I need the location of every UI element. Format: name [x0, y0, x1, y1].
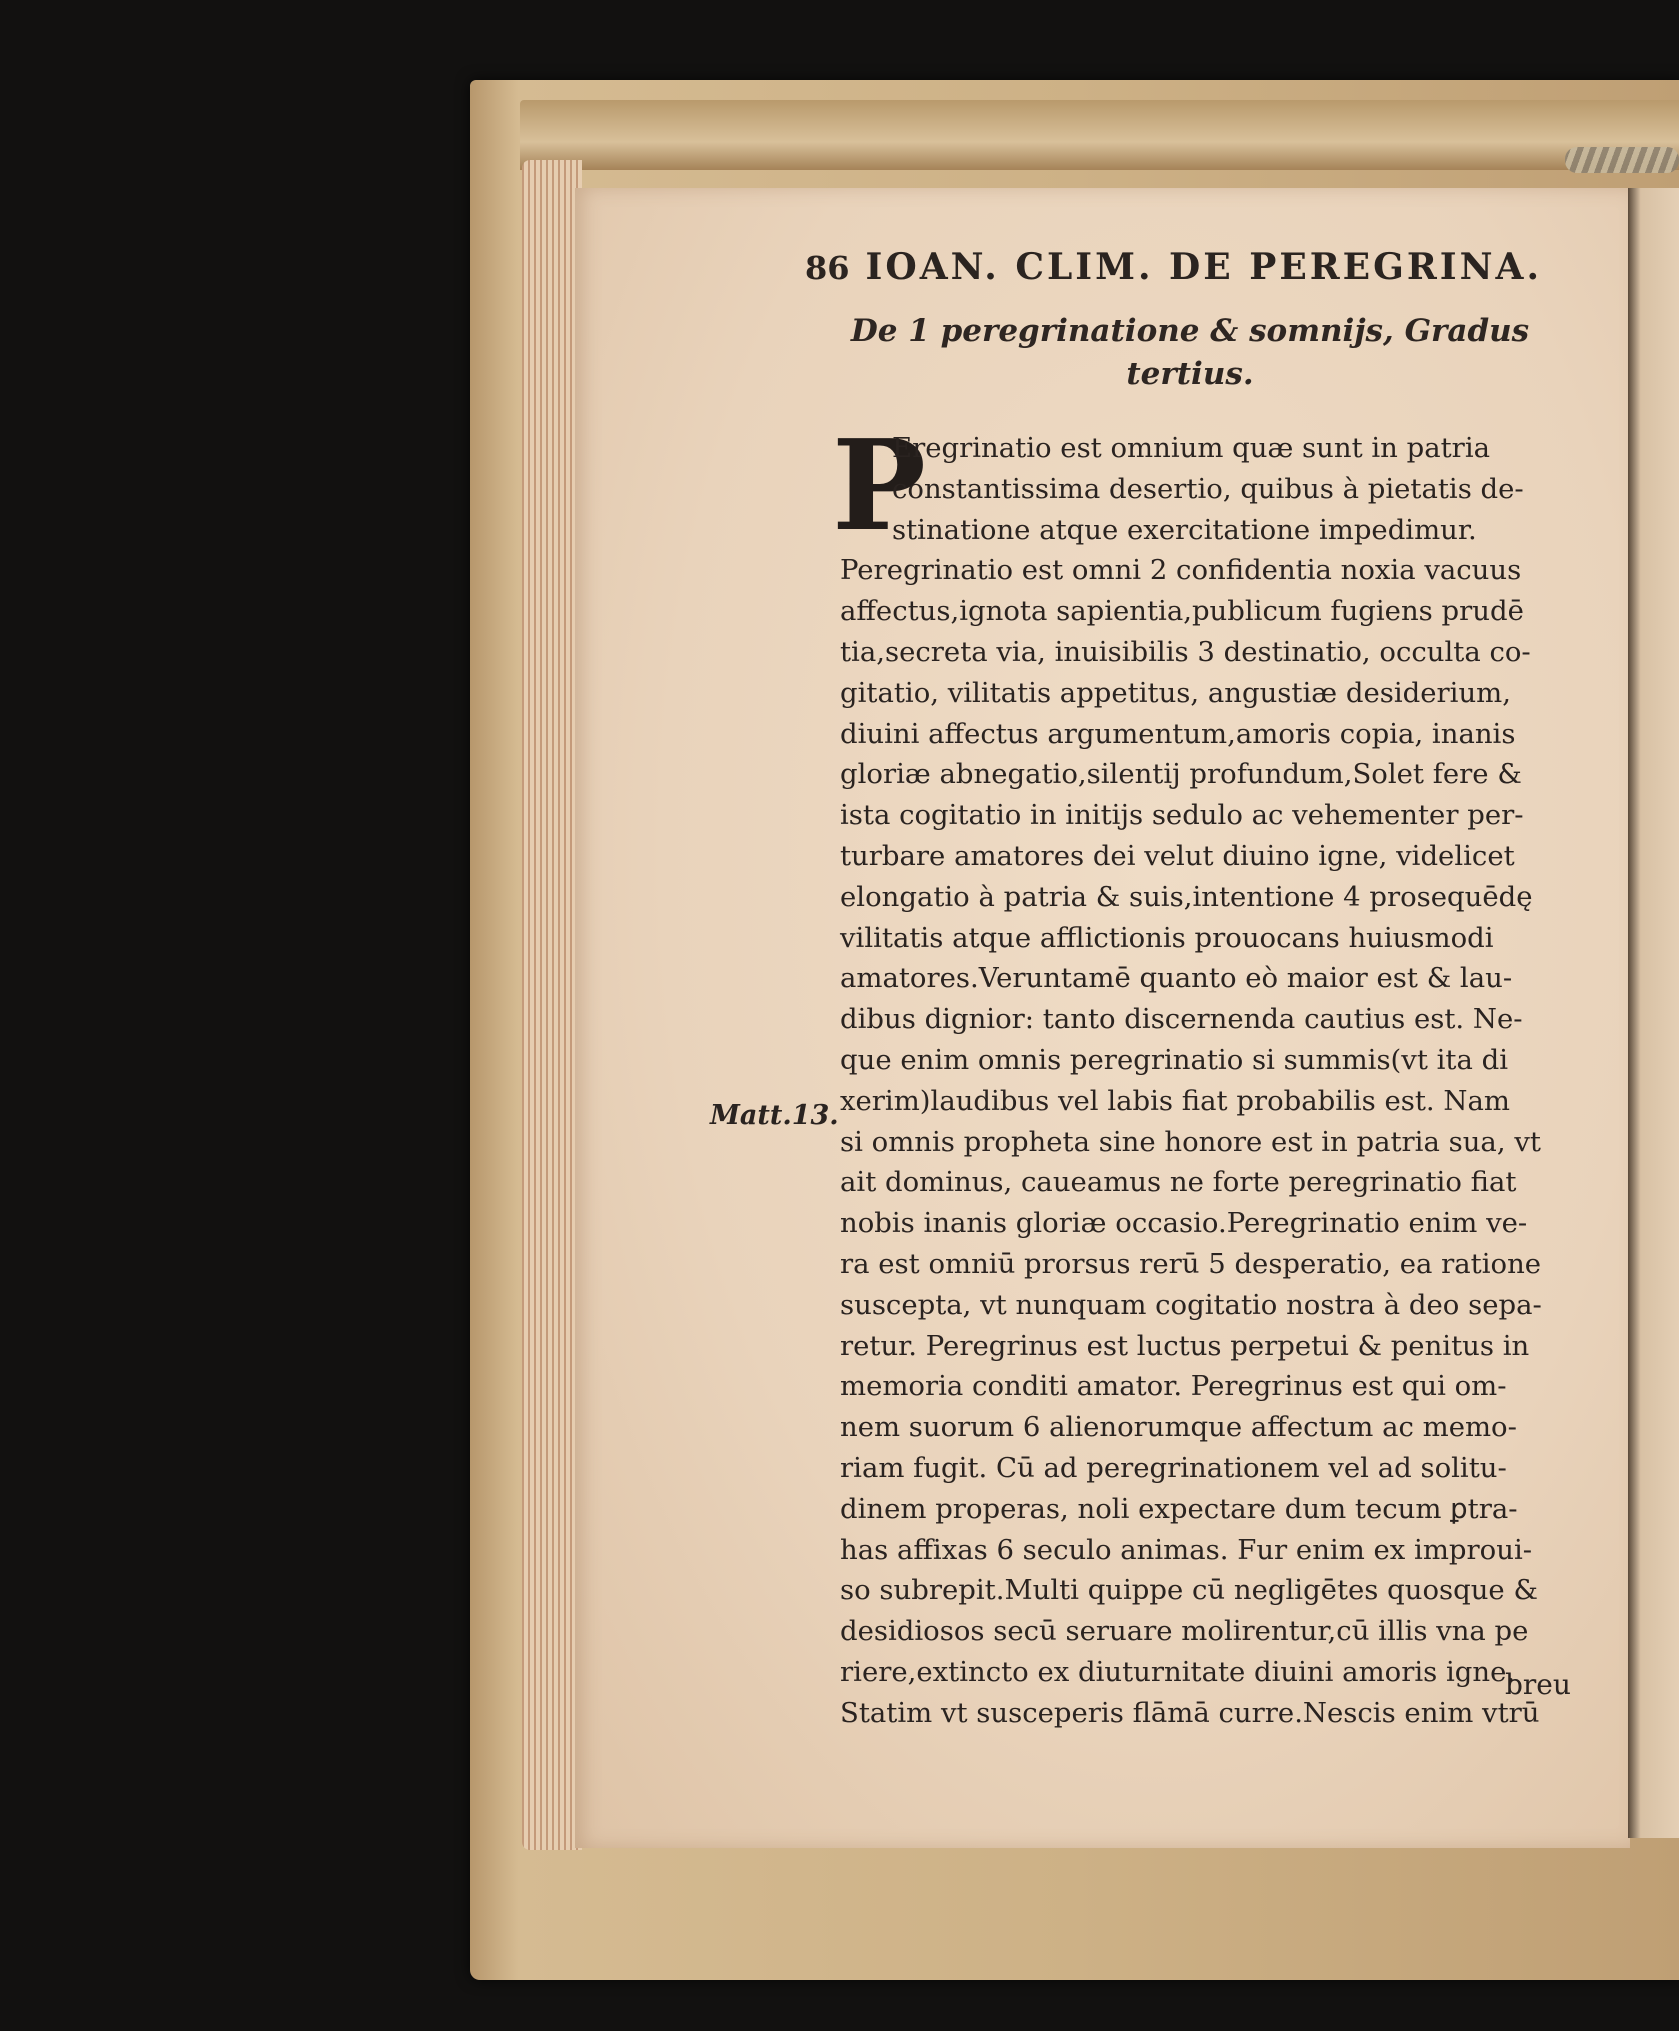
text-line: nobis inanis gloriæ occasio.Peregrinatio enim ve-: [840, 1207, 1528, 1240]
facing-page-edge: [1628, 188, 1679, 1838]
text-line: nem suorum 6 alienorumque affectum ac memo-: [840, 1411, 1517, 1444]
text-line: stinatione atque exercitatione impedimur.: [892, 513, 1477, 546]
drop-cap: P: [832, 413, 926, 559]
text-line: Peregrinatio est omni 2 confidentia noxia vacuus: [840, 554, 1522, 587]
bookmark-cord: [1565, 147, 1679, 173]
text-line: affectus,ignota sapientia,publicum fugiens prudē: [840, 595, 1524, 628]
marginal-note: Matt.13.: [710, 1100, 839, 1131]
text-line: ait dominus, caueamus ne forte peregrinatio fiat: [840, 1166, 1517, 1199]
text-line: gitatio, vilitatis appetitus, angustiæ desiderium,: [840, 676, 1511, 709]
text-line: constantissima desertio, quibus à pietatis de-: [892, 472, 1524, 505]
chapter-title: [820, 310, 1560, 396]
text-line: Eregrinatio est omnium quæ sunt in patria: [892, 432, 1491, 464]
text-line: dibus dignior: tanto discernenda cautius est. Ne-: [840, 1003, 1523, 1036]
catchword: breu: [1505, 1668, 1571, 1701]
text-line: memoria conditi amator. Peregrinus est qui om-: [840, 1370, 1507, 1403]
text-line: elongatio à patria & suis,intentione 4 prosequēdę: [840, 880, 1533, 913]
text-line: has affixas 6 seculo animas. Fur enim ex improui-: [840, 1533, 1533, 1566]
text-line: ra est omniū prorsus rerū 5 desperatio, ea ratione: [840, 1247, 1542, 1280]
text-line: retur. Peregrinus est luctus perpetui & penitus in: [840, 1329, 1530, 1362]
text-line: gloriæ abnegatio,silentij profundum,Solet fere &: [840, 758, 1522, 791]
book-headband: [520, 100, 1679, 170]
text-line: turbare amatores dei velut diuino igne, videlicet: [840, 839, 1515, 872]
text-line: Statim vt susceperis flāmā curre.Nescis enim vtrū: [840, 1696, 1540, 1729]
running-title: IOAN. CLIM. DE PEREGRINA.: [865, 246, 1542, 288]
text-line: so subrepit.Multi quippe cū negligētes quosque &: [840, 1574, 1538, 1607]
text-line: ista cogitatio in initijs sedulo ac vehementer per-: [840, 799, 1524, 832]
page-number: 86: [805, 249, 850, 287]
text-line: desidiosos secū seruare molirentur,cū illis vna pe: [840, 1615, 1529, 1648]
text-line: tia,secreta via, inuisibilis 3 destinatio, occulta co-: [840, 635, 1531, 668]
chapter-title-line: De 1 peregrinatione & somnijs, Gradus: [850, 313, 1530, 349]
text-line: vilitatis atque afflictionis prouocans huiusmodi: [840, 921, 1494, 954]
text-line: amatores.Veruntamē quanto eò maior est & lau-: [840, 962, 1513, 995]
chapter-title-line: tertius.: [1126, 356, 1254, 392]
text-line: diuini affectus argumentum,amoris copia, inanis: [840, 717, 1516, 750]
text-line: si omnis propheta sine honore est in patria sua, vt: [840, 1125, 1541, 1158]
text-line: riere,extincto ex diuturnitate diuini amoris igne.: [840, 1655, 1516, 1688]
text-line: dinem properas, noli expectare dum tecum ꝑtra-: [840, 1492, 1518, 1525]
text-line: suscepta, vt nunquam cogitatio nostra à deo sepa-: [840, 1288, 1542, 1321]
text-line: riam fugit. Cū ad peregrinationem vel ad solitu-: [840, 1451, 1507, 1484]
page-edges: [522, 160, 582, 1850]
text-line: que enim omnis peregrinatio si summis(vt ita di: [840, 1043, 1508, 1076]
text-line: xerim)laudibus vel labis fiat probabilis est. Nam: [840, 1084, 1510, 1117]
body-text: [840, 428, 1580, 1734]
running-head: [805, 246, 1585, 290]
